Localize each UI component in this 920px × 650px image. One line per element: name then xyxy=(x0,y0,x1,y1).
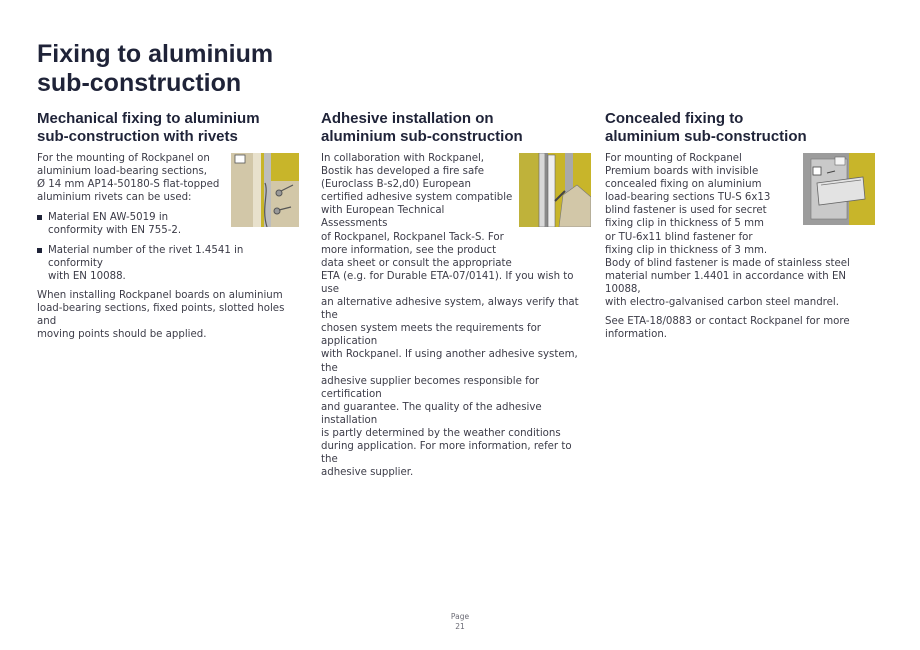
text-line: aluminium rivets can be used: xyxy=(37,192,192,204)
section-heading xyxy=(37,110,299,146)
heading-line-2: aluminium sub-construction xyxy=(605,128,807,145)
text-line: (Euroclass B-s2,d0) European xyxy=(321,179,471,191)
adhesive-installation-illustration xyxy=(519,153,591,231)
bullet-icon xyxy=(37,248,42,253)
text-line: Bostik has developed a fire safe xyxy=(321,166,485,178)
page-number: 21 xyxy=(455,622,465,631)
list-item-text: Material EN AW-5019 in xyxy=(48,212,169,224)
text-line: fixing clip in thickness of 3 mm. xyxy=(605,244,768,256)
text-line: material number 1.4401 in accordance with EN 10088, xyxy=(605,270,847,295)
text-line: with electro-galvanised carbon steel mandrel. xyxy=(605,297,839,309)
page-title-line-1: Fixing to aluminium xyxy=(37,40,274,68)
heading-line-1: Adhesive installation on xyxy=(321,110,494,127)
text-line: Ø 14 mm AP14-50180-S flat-topped xyxy=(37,179,220,191)
page-footer xyxy=(0,612,920,632)
text-line: See ETA-18/0883 or contact Rockpanel for more xyxy=(605,316,850,328)
text-line: When installing Rockpanel boards on aluminium xyxy=(37,289,283,301)
heading-line-1: Concealed fixing to xyxy=(605,110,744,127)
page-title xyxy=(37,40,273,98)
list-item-text: Material number of the rivet 1.4541 in conformity xyxy=(48,244,244,269)
text-line: aluminium load-bearing sections, xyxy=(37,166,208,178)
heading-line-2: aluminium sub-construction xyxy=(321,128,523,145)
text-line: fixing clip in thickness of 5 mm xyxy=(605,218,764,230)
text-line: data sheet or consult the appropriate xyxy=(321,257,512,269)
text-line: load-bearing sections TU-S 6x13 xyxy=(605,192,771,204)
text-line: For the mounting of Rockpanel on xyxy=(37,153,210,164)
section-mechanical-fixing xyxy=(37,110,299,341)
page-label: Page xyxy=(450,612,470,621)
text-line: Premium boards with invisible xyxy=(605,166,759,178)
text-line: Body of blind fastener is made of stainless steel xyxy=(605,257,850,269)
rivet-material-list xyxy=(37,211,299,282)
text-line: during application. For more information, refer to the xyxy=(321,441,572,466)
eta-reference-text xyxy=(605,315,875,341)
text-line: or TU-6x11 blind fastener for xyxy=(605,231,753,243)
section-concealed-fixing xyxy=(605,110,875,341)
text-line: with European Technical Assessments xyxy=(321,205,445,230)
list-item xyxy=(37,211,299,237)
text-line: is partly determined by the weather conditions xyxy=(321,427,561,439)
text-line: chosen system meets the requirements for application xyxy=(321,323,542,348)
text-line: load-bearing sections, fixed points, slotted holes and xyxy=(37,302,285,328)
section-heading xyxy=(321,110,591,146)
text-line: moving points should be applied. xyxy=(37,329,207,341)
heading-line-2: sub-construction with rivets xyxy=(37,128,238,145)
list-item-text: conformity with EN 755-2. xyxy=(48,225,182,237)
installation-note xyxy=(37,289,299,341)
text-line: an alternative adhesive system, always verify that the xyxy=(321,297,579,322)
text-line: of Rockpanel, Rockpanel Tack-S. For xyxy=(321,231,504,243)
section-heading xyxy=(605,110,875,146)
text-line: In collaboration with Rockpanel, xyxy=(321,153,485,164)
heading-line-1: Mechanical fixing to aluminium xyxy=(37,110,260,127)
text-line: blind fastener is used for secret xyxy=(605,205,767,217)
text-line: certified adhesive system compatible xyxy=(321,192,513,204)
text-line: information. xyxy=(605,329,668,341)
bullet-icon xyxy=(37,215,42,220)
text-line: with Rockpanel. If using another adhesive system, the xyxy=(321,349,578,374)
text-line: adhesive supplier. xyxy=(321,467,414,479)
text-line: For mounting of Rockpanel xyxy=(605,153,742,164)
text-line: concealed fixing on aluminium xyxy=(605,179,762,191)
concealed-fixing-illustration xyxy=(803,153,875,229)
section-adhesive-installation xyxy=(321,110,591,479)
text-line: more information, see the product xyxy=(321,244,497,256)
text-line: and guarantee. The quality of the adhesive installation xyxy=(321,401,542,426)
text-line: ETA (e.g. for Durable ETA-07/0141). If you wish to use xyxy=(321,270,574,295)
text-line: adhesive supplier becomes responsible for certification xyxy=(321,375,540,400)
list-item xyxy=(37,244,299,283)
page-title-line-2: sub-construction xyxy=(37,69,242,97)
list-item-text: with EN 10088. xyxy=(48,270,126,282)
